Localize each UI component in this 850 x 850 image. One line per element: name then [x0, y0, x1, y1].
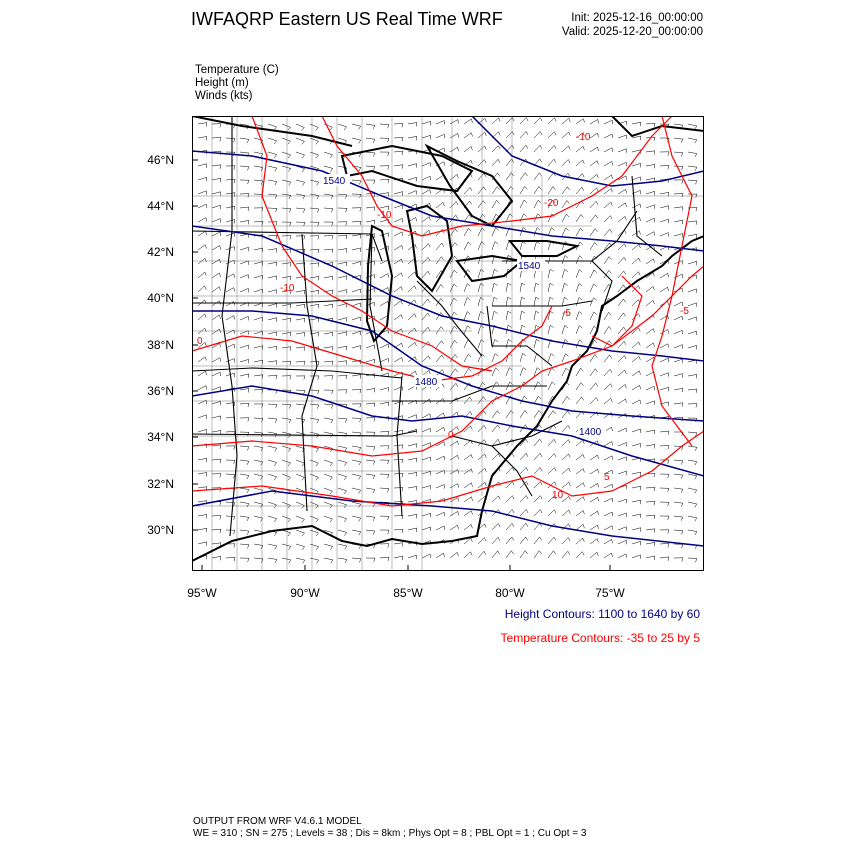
lon-label-75: 75°W: [595, 586, 625, 600]
field-temperature: Temperature (C): [195, 64, 279, 76]
lon-label-85: 85°W: [393, 586, 423, 600]
height-label-2: 1540: [518, 261, 541, 272]
lon-label-80: 80°W: [495, 586, 525, 600]
field-winds: Winds (kts): [195, 90, 253, 102]
field-height: Height (m): [195, 77, 249, 89]
model-config: WE = 310 ; SN = 275 ; Levels = 38 ; Dis = 8km ; Phys Opt = 8 ; PBL Opt = 1 ; Cu Opt = 3: [193, 828, 587, 839]
field-list: [195, 64, 279, 103]
temp-label-1: -10: [576, 132, 591, 143]
height-contour-legend: Height Contours: 1100 to 1640 by 60: [504, 607, 700, 621]
temp-label-7: -5: [680, 306, 689, 317]
temp-label-4: -10: [280, 283, 295, 294]
temp-label-8: 0: [448, 430, 454, 441]
lat-label-32: 32°N: [147, 477, 174, 491]
lat-label-34: 34°N: [147, 430, 174, 444]
temp-label-9: 5: [604, 472, 610, 483]
valid-time: Valid: 2025-12-20_00:00:00: [561, 26, 703, 38]
height-label-1: 1540: [323, 176, 346, 187]
temperature-contour-legend: Temperature Contours: -35 to 25 by 5: [500, 631, 700, 645]
weather-map: [192, 116, 704, 571]
temp-label-6: 0: [197, 336, 203, 347]
temp-label-2: -20: [544, 198, 559, 209]
lat-label-38: 38°N: [147, 338, 174, 352]
height-label-4: 1400: [579, 427, 602, 438]
lon-label-95: 95°W: [187, 586, 217, 600]
model-info: OUTPUT FROM WRF V4.6.1 MODEL: [193, 816, 362, 827]
lat-label-40: 40°N: [147, 291, 174, 305]
lat-label-30: 30°N: [147, 523, 174, 537]
lat-label-42: 42°N: [147, 245, 174, 259]
init-time: Init: 2025-12-16_00:00:00: [571, 12, 703, 24]
plot-title: IWFAQRP Eastern US Real Time WRF: [191, 9, 503, 29]
lon-label-90: 90°W: [290, 586, 320, 600]
lat-label-44: 44°N: [147, 199, 174, 213]
lat-label-36: 36°N: [147, 384, 174, 398]
height-label-3: 1480: [415, 377, 438, 388]
temp-label-3: -10: [377, 210, 392, 221]
lat-label-46: 46°N: [147, 153, 174, 167]
temp-label-10: 10: [552, 490, 564, 501]
temp-label-5: -5: [562, 308, 571, 319]
